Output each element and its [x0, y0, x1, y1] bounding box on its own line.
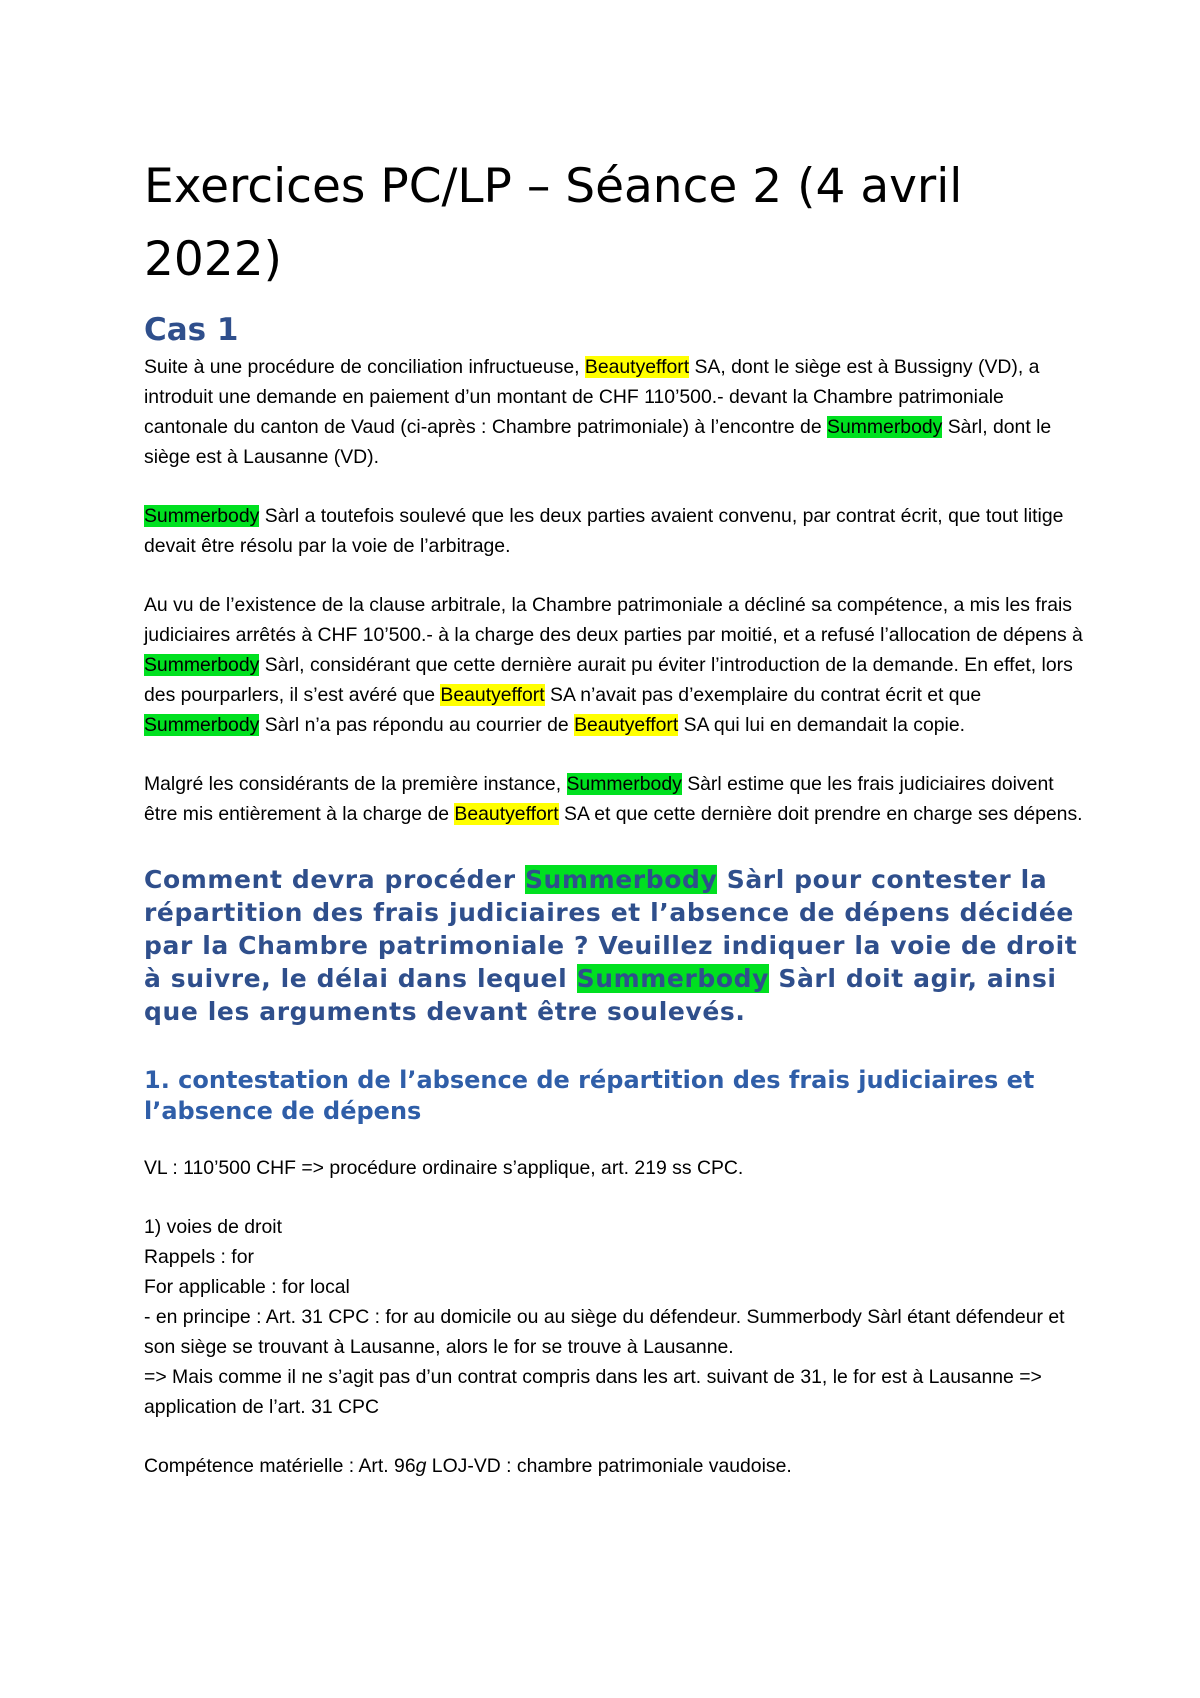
- text-run: SA, dont le siège est à Bussigny (VD), a introduit une demande en paiement d’un montant de CHF 110’500.- devant la Chambre patrimoniale cantonale du canton de Vaud (ci-après : Chambre patrimoniale) à l’encontre de: [144, 356, 1040, 438]
- text-run: LOJ-VD : chambre patrimoniale vaudoise.: [426, 1455, 792, 1477]
- case-paragraph-4: [144, 769, 1084, 829]
- case-question: [144, 863, 1084, 1028]
- text-run: Malgré les considérants de la première instance,: [144, 773, 567, 795]
- highlight-beautyeffort: Beautyeffort: [584, 356, 690, 378]
- text-run: Sàrl, dont le siège est à Lausanne (VD).: [144, 416, 1052, 468]
- text-run: SA et que cette dernière doit prendre en charge ses dépens.: [558, 803, 1083, 825]
- text-run: Sàrl pour contester la répartition des frais judiciaires et l’absence de dépens décidée par la Chambre patrimoniale ? Veuillez indiquer la voie de droit à suivre, le délai dans lequel: [144, 865, 1078, 993]
- text-run: SA n’avait pas d’exemplaire du contrat écrit et que: [544, 684, 982, 706]
- case-paragraph-3: [144, 590, 1084, 740]
- text-run: Compétence matérielle : Art. 96: [144, 1455, 416, 1477]
- highlight-summerbody: Summerbody: [827, 416, 943, 438]
- highlight-summerbody: Summerbody: [144, 714, 260, 736]
- text-run: Sàrl n’a pas répondu au courrier de: [259, 714, 575, 736]
- note-line: For applicable : for local: [144, 1276, 350, 1298]
- highlight-summerbody: Summerbody: [144, 505, 260, 527]
- highlight-beautyeffort: Beautyeffort: [574, 714, 679, 736]
- highlight-summerbody: Summerbody: [524, 865, 718, 894]
- text-run: Comment devra procéder: [144, 865, 525, 894]
- highlight-summerbody: Summerbody: [144, 654, 260, 676]
- text-run: Sàrl doit agir, ainsi que les arguments devant être soulevés.: [144, 964, 1057, 1026]
- text-run-italic: g: [415, 1455, 427, 1477]
- highlight-summerbody: Summerbody: [576, 964, 770, 993]
- document-title: Exercices PC/LP – Séance 2 (4 avril 2022): [144, 159, 963, 287]
- section-heading: 1. contestation de l’absence de répartition des frais judiciaires et l’absence de dépens: [144, 1066, 1035, 1125]
- case-heading: Cas 1: [144, 312, 239, 348]
- document-body: [144, 150, 1084, 1510]
- competence-paragraph: [144, 1451, 1084, 1481]
- text-run: Au vu de l’existence de la clause arbitrale, la Chambre patrimoniale a décliné sa compétence, a mis les frais judiciaires arrêtés à CHF 10’500.- à la charge des deux parties par moitié, et a refusé l’allocation de dépens à: [144, 594, 1083, 646]
- highlight-beautyeffort: Beautyeffort: [454, 803, 559, 825]
- highlight-beautyeffort: Beautyeffort: [440, 684, 545, 706]
- text-run: Sàrl estime que les frais judiciaires doivent être mis entièrement à la charge de: [144, 773, 1054, 825]
- notes-paragraph: [144, 1212, 1084, 1422]
- note-line: - en principe : Art. 31 CPC : for au domicile ou au siège du défendeur. Summerbody Sàrl étant défendeur et son siège se trouvant à Lausanne, alors le for se trouve à Lausanne.: [144, 1306, 1065, 1358]
- text-run: Sàrl, considérant que cette dernière aurait pu éviter l’introduction de la demande. En effet, lors des pourparlers, il s’est avéré que: [144, 654, 1073, 706]
- note-line: => Mais comme il ne s’agit pas d’un contrat compris dans les art. suivant de 31, le for est à Lausanne => application de l’art. 31 CPC: [144, 1366, 1042, 1418]
- text-run: SA qui lui en demandait la copie.: [678, 714, 966, 736]
- case-paragraph-1: [144, 352, 1084, 472]
- case-paragraph-2: [144, 501, 1084, 561]
- note-line: Rappels : for: [144, 1246, 254, 1268]
- highlight-summerbody: Summerbody: [566, 773, 682, 795]
- text-run: Suite à une procédure de conciliation infructueuse,: [144, 356, 585, 378]
- vl-paragraph: VL : 110’500 CHF => procédure ordinaire s’applique, art. 219 ss CPC.: [144, 1157, 744, 1179]
- text-run: Sàrl a toutefois soulevé que les deux parties avaient convenu, par contrat écrit, que tout litige devait être résolu par la voie de l’arbitrage.: [144, 505, 1064, 557]
- note-line: 1) voies de droit: [144, 1216, 282, 1238]
